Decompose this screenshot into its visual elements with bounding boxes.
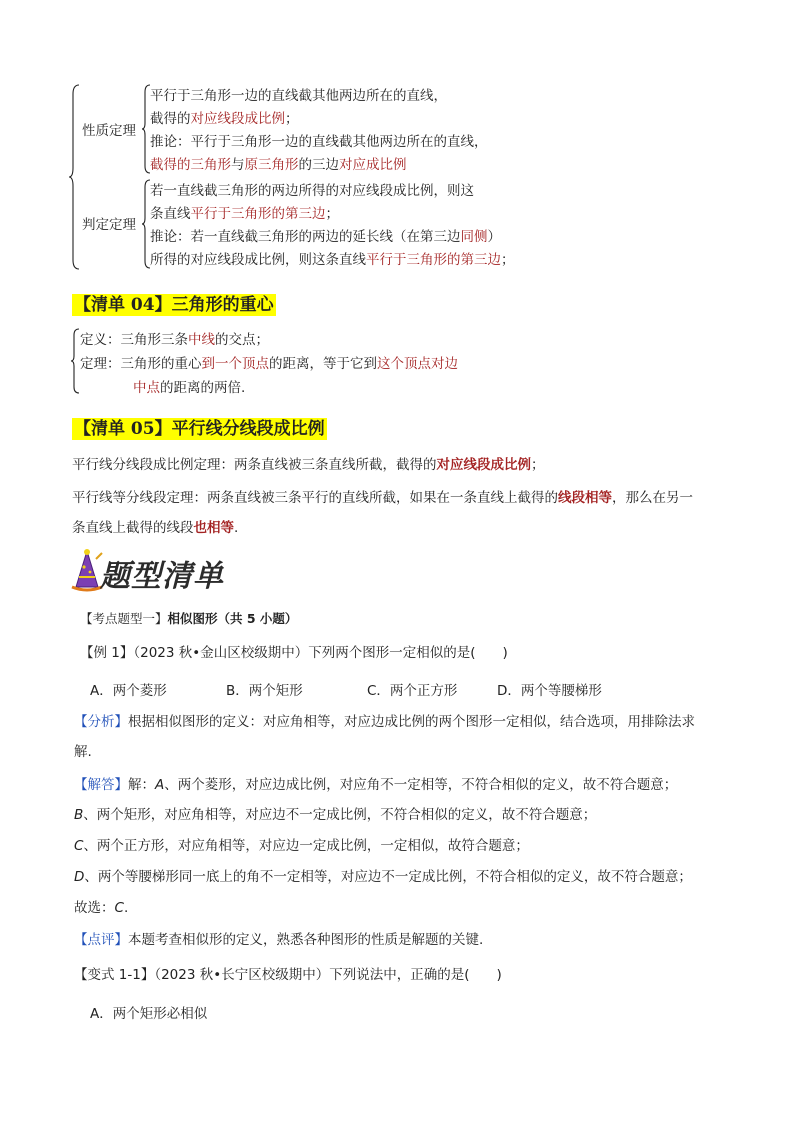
judge-line-4: 所得的对应线段成比例，则这条直线平行于三角形的第三边； xyxy=(150,252,515,268)
property-line-4: 截得的三角形与原三角形的三边对应成比例 xyxy=(150,157,407,173)
example-1-analysis: 【分析】根据相似图形的定义：对应角相等，对应边成比例的两个图形一定相似，结合选项，用排除法求 xyxy=(74,714,695,730)
outer-brace xyxy=(68,84,80,270)
topic-1-heading: 【考点题型一】相似图形（共 5 小题） xyxy=(80,611,298,626)
parallel-theorem-1: 平行线分线段成比例定理：两条直线被三条直线所截，截得的对应线段成比例； xyxy=(72,457,545,473)
judge-line-3: 推论：若一直线截三角形的两边的延长线（在第三边同侧） xyxy=(150,229,501,245)
example-1-answer-1: 【解答】解：A、两个菱形，对应边成比例，对应角不一定相等，不符合相似的定义，故不符合题意； xyxy=(74,777,678,793)
variant-1-1-title: 【变式 1-1】（2023 秋•长宁区校级期中）下列说法中，正确的是( ) xyxy=(74,967,502,983)
example-1-option-a: A．两个菱形 xyxy=(90,683,167,699)
example-1-analysis-cont: 解. xyxy=(74,744,92,760)
centroid-definition: 定义：三角形三条中线的交点； xyxy=(80,332,269,348)
judge-line-2: 条直线平行于三角形的第三边； xyxy=(150,206,339,222)
judge-theorem-label: 判定定理 xyxy=(82,217,136,233)
example-1-answer-2: B、两个矩形，对应角相等，对应边不一定成比例，不符合相似的定义，故不符合题意； xyxy=(74,807,597,823)
property-line-2: 截得的对应线段成比例； xyxy=(150,111,299,127)
centroid-theorem-cont: 中点的距离的两倍. xyxy=(133,380,246,396)
example-1-answer-3: C、两个正方形，对应角相等，对应边一定成比例，一定相似，故符合题意； xyxy=(74,838,529,854)
example-1-comment: 【点评】本题考查相似形的定义，熟悉各种图形的性质是解题的关键. xyxy=(74,932,484,948)
example-1-title: 【例 1】（2023 秋•金山区校级期中）下列两个图形一定相似的是( ) xyxy=(80,645,508,661)
property-line-3: 推论：平行于三角形一边的直线截其他两边所在的直线， xyxy=(150,134,488,150)
section-04-heading: 【清单 04】三角形的重心 xyxy=(74,295,274,315)
parallel-theorem-2-cont: 条直线上截得的线段也相等. xyxy=(72,520,239,536)
question-types-logo: 题型清单 xyxy=(100,559,224,594)
parallel-theorem-2: 平行线等分线段定理：两条直线被三条平行的直线所截，如果在一条直线上截得的线段相等，那么在另一 xyxy=(72,490,693,506)
property-theorem-label: 性质定理 xyxy=(82,123,136,139)
centroid-brace xyxy=(70,328,80,394)
variant-1-1-option-a: A．两个矩形必相似 xyxy=(90,1006,208,1022)
example-1-option-d: D．两个等腰梯形 xyxy=(497,683,602,699)
example-1-answer-5: 故选：C. xyxy=(74,900,129,916)
example-1-answer-4: D、两个等腰梯形同一底上的角不一定相等，对应边不一定成比例，不符合相似的定义，故不符合题意； xyxy=(74,869,692,885)
example-1-option-c: C．两个正方形 xyxy=(367,683,458,699)
wizard-icon xyxy=(70,547,104,593)
section-05-heading: 【清单 05】平行线分线段成比例 xyxy=(74,419,325,439)
example-1-option-b: B．两个矩形 xyxy=(226,683,303,699)
property-line-1: 平行于三角形一边的直线截其他两边所在的直线， xyxy=(150,88,447,104)
centroid-theorem: 定理：三角形的重心到一个顶点的距离，等于它到这个顶点对边 xyxy=(80,356,458,372)
judge-line-1: 若一直线截三角形的两边所得的对应线段成比例，则这 xyxy=(150,183,474,199)
